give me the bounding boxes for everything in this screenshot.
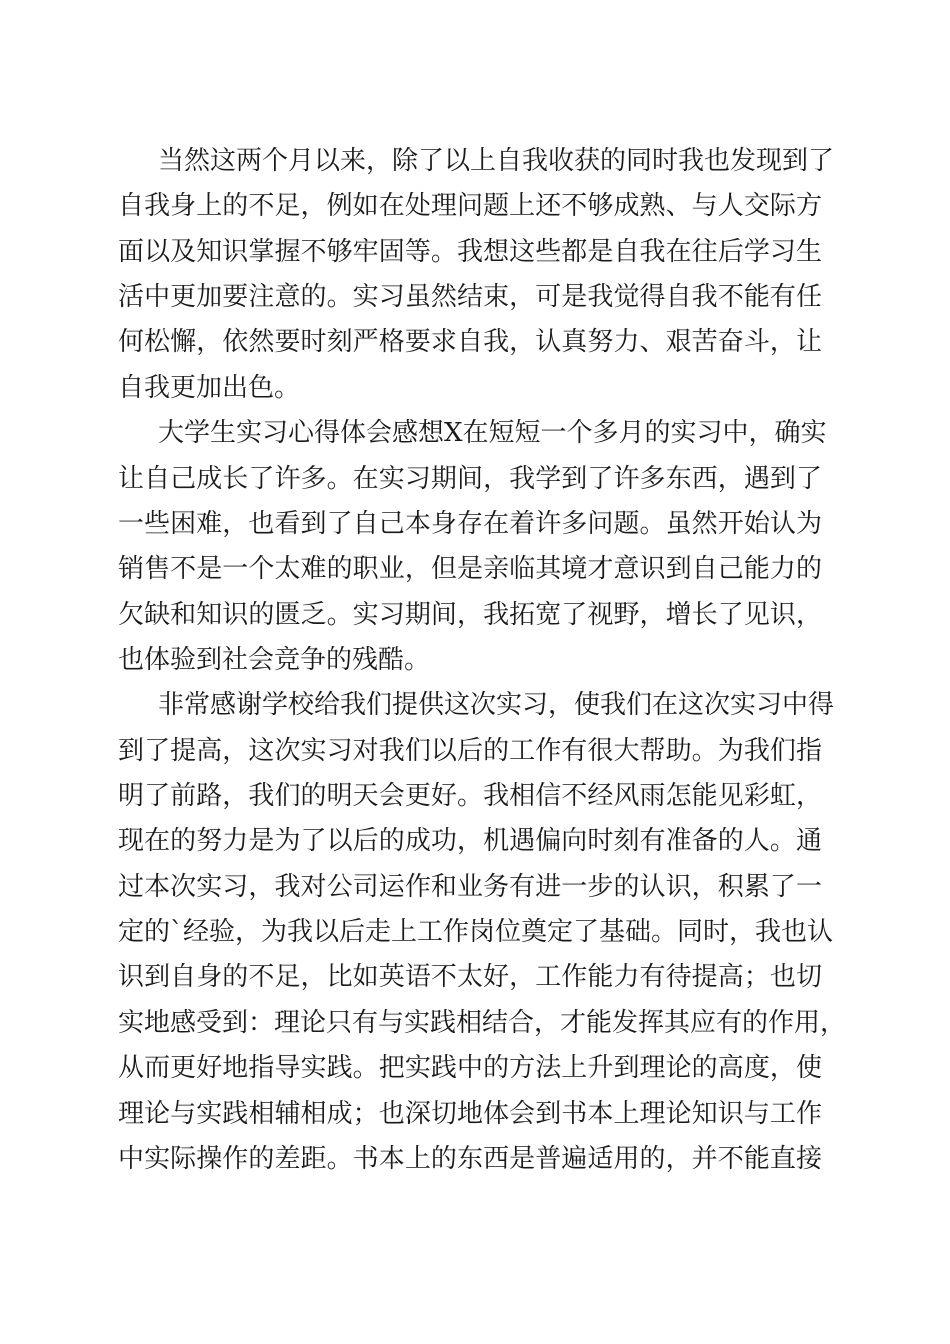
text-line: 大学生实习心得体会感想X在短短一个多月的实习中，确实 xyxy=(158,418,827,449)
text-line: 中实际操作的差距。书本上的东西是普遍适用的，并不能直接 xyxy=(118,1143,822,1174)
text-line: 何松懈，依然要时刻严格要求自我，认真努力、艰苦奋斗，让 xyxy=(118,327,822,358)
text-line: 明了前路，我们的明天会更好。我相信不经风雨怎能见彩虹， xyxy=(118,781,822,812)
text-line: 让自己成长了许多。在实习期间，我学到了许多东西，遇到了 xyxy=(118,463,822,494)
text-line: 也体验到社会竞争的残酷。 xyxy=(118,644,431,675)
text-line: 理论与实践相辅相成；也深切地体会到书本上理论知识与工作 xyxy=(118,1098,822,1129)
text-line: 到了提高，这次实习对我们以后的工作有很大帮助。为我们指 xyxy=(118,735,822,766)
text-line: 定的`经验，为我以后走上工作岗位奠定了基础。同时，我也认 xyxy=(118,917,834,948)
text-line: 销售不是一个太难的职业，但是亲临其境才意识到自己能力的 xyxy=(118,554,822,585)
paragraph-1 xyxy=(118,139,835,411)
text-line: 活中更加要注意的。实习虽然结束，可是我觉得自我不能有任 xyxy=(118,282,822,313)
text-line: 当然这两个月以来，除了以上自我收获的同时我也发现到了 xyxy=(158,146,835,176)
text-line: 非常感谢学校给我们提供这次实习，使我们在这次实习中得 xyxy=(158,690,835,721)
text-line: 实地感受到：理论只有与实践相结合，才能发挥其应有的作用， xyxy=(118,1007,847,1038)
paragraph-3 xyxy=(118,683,847,1182)
paragraph-2 xyxy=(118,411,827,683)
text-line: 一些困难，也看到了自己本身存在着许多问题。虽然开始认为 xyxy=(118,508,822,539)
text-line: 过本次实习，我对公司运作和业务有进一步的认识，积累了一 xyxy=(118,871,822,902)
text-line: 欠缺和知识的匮乏。实习期间，我拓宽了视野，增长了见识， xyxy=(118,599,822,630)
text-line: 现在的努力是为了以后的成功，机遇偏向时刻有准备的人。通 xyxy=(118,826,822,857)
text-line: 从而更好地指导实践。把实践中的方法上升到理论的高度，使 xyxy=(118,1053,822,1084)
text-line: 自我身上的不足，例如在处理问题上还不够成熟、与人交际方 xyxy=(118,191,822,222)
text-line: 识到自身的不足，比如英语不太好，工作能力有待提高；也切 xyxy=(118,962,822,993)
document-body xyxy=(118,139,847,1182)
text-line: 自我更加出色。 xyxy=(118,372,301,403)
text-line: 面以及知识掌握不够牢固等。我想这些都是自我在往后学习生 xyxy=(118,236,822,267)
